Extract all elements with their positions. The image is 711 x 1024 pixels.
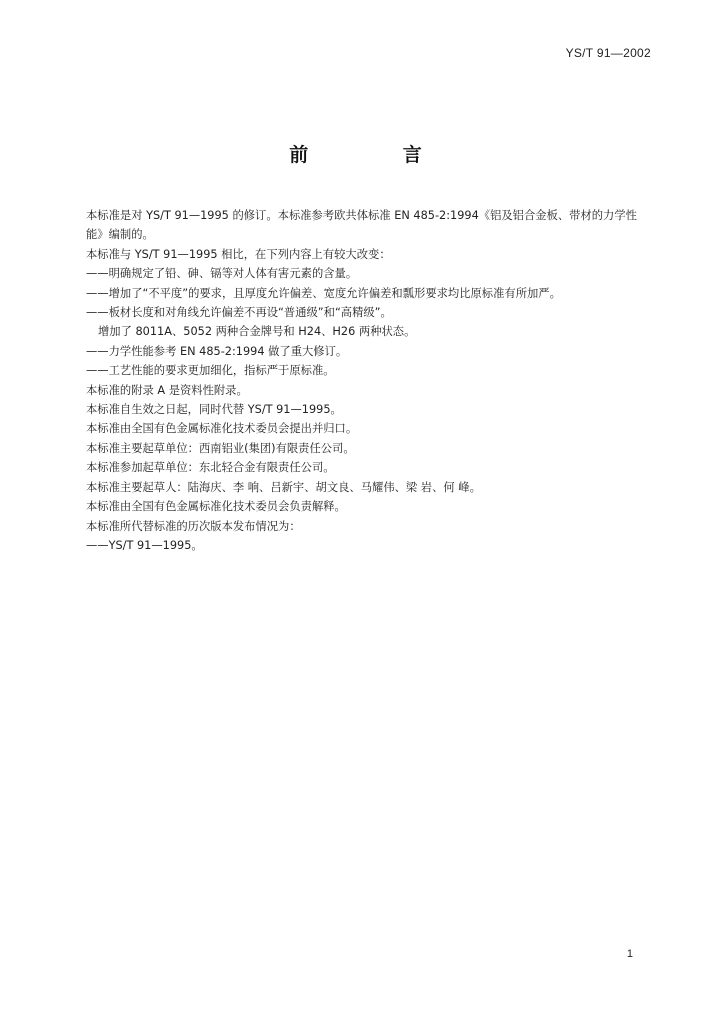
page-title: 前 言 — [289, 144, 466, 166]
paragraph-intro: 本标准是对 YS/T 91—1995 的修订。本标准参考欧共体标准 EN 485-2:1994《铝及铝合金板、带材的力学性能》编制的。 — [86, 209, 637, 242]
history-item: ——YS/T 91—1995。 — [86, 538, 203, 552]
paragraph-comparison: 本标准与 YS/T 91—1995 相比，在下列内容上有较大改变： — [86, 247, 391, 261]
change-item: ——明确规定了铅、砷、镉等对人体有害元素的含量。 — [86, 267, 358, 281]
change-item: ——力学性能参考 EN 485-2:1994 做了重大修订。 — [86, 344, 348, 358]
paragraph-drafters: 本标准主要起草人：陆海庆、李 响、吕新宇、胡文良、马耀伟、梁 岩、何 峰。 — [86, 480, 481, 494]
change-item: ——增加了“不平度”的要求，且厚度允许偏差、宽度允许偏差和瓢形要求均比原标准有所加严。 — [86, 286, 561, 300]
paragraph-interpretation: 本标准由全国有色金属标准化技术委员会负责解释。 — [86, 500, 346, 514]
paragraph-history: 本标准所代替标准的历次版本发布情况为： — [86, 519, 301, 533]
foreword-body — [62, 206, 652, 555]
change-item: ——工艺性能的要求更加细化，指标严于原标准。 — [86, 364, 335, 378]
page-number: 1 — [626, 948, 633, 960]
paragraph-participating-unit: 本标准参加起草单位：东北轻合金有限责任公司。 — [86, 461, 335, 475]
paragraph-proposer: 本标准由全国有色金属标准化技术委员会提出并归口。 — [86, 422, 358, 436]
paragraph-effective: 本标准自生效之日起，同时代替 YS/T 91—1995。 — [86, 403, 342, 417]
change-item: ——板材长度和对角线允许偏差不再设“普通级”和“高精级”。 — [86, 306, 392, 320]
standard-code: YS/T 91—2002 — [565, 46, 651, 60]
change-item: 增加了 8011A、5052 两种合金牌号和 H24、H26 两种状态。 — [98, 325, 416, 339]
paragraph-main-drafter-unit: 本标准主要起草单位：西南铝业(集团)有限责任公司。 — [86, 441, 355, 455]
paragraph-appendix: 本标准的附录 A 是资料性附录。 — [86, 383, 248, 397]
